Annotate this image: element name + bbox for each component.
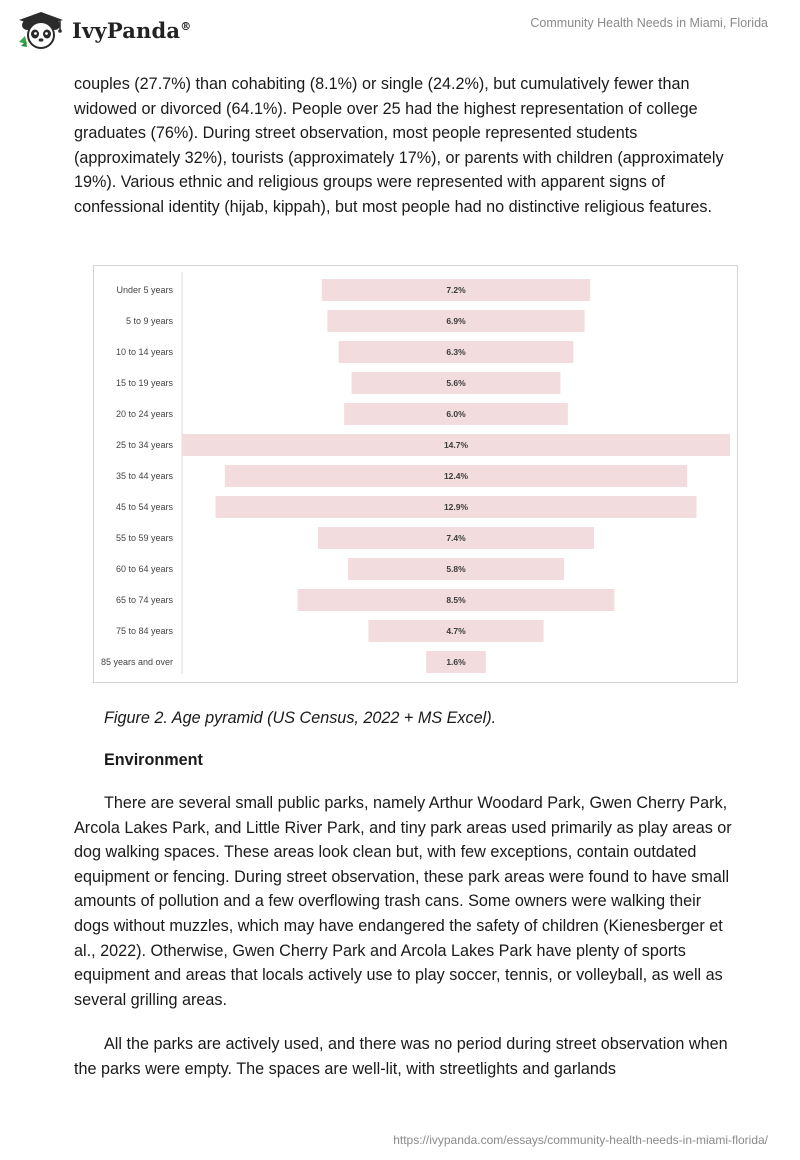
bar-value-label: 7.2% — [446, 285, 466, 295]
category-label: 45 to 54 years — [115, 502, 173, 512]
category-label: 5 to 9 years — [125, 316, 173, 326]
category-label: 55 to 59 years — [115, 533, 173, 543]
page-header — [0, 0, 800, 60]
intro-paragraph: couples (27.7%) than cohabiting (8.1%) or single (24.2%), but cumulatively fewer than widowed or divorced (64.1%). People over 25 had the highest representation of college graduates (76%). During street observation, most people represented students (approximately 32%), tourists (approximately 17%), or parents with children (approximately 19%). Various ethnic and religious groups were represented with apparent signs of confessional identity (hijab, kippah), but most people had no distinctive religious features. — [74, 75, 724, 216]
category-label: 15 to 19 years — [115, 378, 173, 388]
section-heading: Environment — [104, 751, 203, 769]
category-label: 35 to 44 years — [115, 471, 173, 481]
trademark-symbol: ® — [180, 19, 192, 33]
bar-value-label: 5.8% — [446, 564, 466, 574]
bar-value-label: 12.4% — [443, 471, 469, 481]
bar-value-label: 8.5% — [446, 595, 466, 605]
bar-value-label: 4.7% — [446, 626, 466, 636]
brand-name: IvyPanda® — [72, 17, 192, 43]
document-title: Community Health Needs in Miami, Florida — [530, 16, 768, 30]
category-label: 65 to 74 years — [115, 595, 173, 605]
category-label: 85 years and over — [100, 657, 173, 667]
category-label: 75 to 84 years — [115, 626, 173, 636]
age-pyramid-svg — [94, 266, 739, 684]
category-label: Under 5 years — [116, 285, 173, 295]
age-pyramid-chart — [93, 265, 738, 683]
category-label: 60 to 64 years — [115, 564, 173, 574]
category-label: 20 to 24 years — [115, 409, 173, 419]
bar-value-label: 12.9% — [443, 502, 469, 512]
category-label: 25 to 34 years — [115, 440, 173, 450]
source-url-link[interactable]: https://ivypanda.com/essays/community-health-needs-in-miami-florida/ — [393, 1133, 768, 1147]
environment-paragraph-1: There are several small public parks, namely Arthur Woodard Park, Gwen Cherry Park, Arcola Lakes Park, and Little River Park, and tiny park areas used primarily as play areas or dog walking spaces. These areas look clean but, with few exceptions, contain outdated equipment or fencing. During street observation, these park areas were found to have small amounts of pollution and a few overflowing trash cans. Some owners were walking their dogs without muzzles, which may have endangered the safety of children (Kienesberger et al., 2022). Otherwise, Gwen Cherry Park and Arcola Lakes Park have plenty of sports equipment and areas that locals actively use to play soccer, tennis, or volleyball, as well as several grilling areas. — [74, 794, 732, 1009]
bar-value-label: 14.7% — [443, 440, 469, 450]
bar-value-label: 7.4% — [446, 533, 466, 543]
bar-value-label: 1.6% — [446, 657, 466, 667]
panda-graduate-icon — [16, 10, 66, 50]
bar-value-label: 6.0% — [446, 409, 466, 419]
category-label: 10 to 14 years — [115, 347, 173, 357]
figure-caption: Figure 2. Age pyramid (US Census, 2022 + MS Excel). — [104, 709, 497, 727]
bar-value-label: 5.6% — [446, 378, 466, 388]
environment-paragraph-2: All the parks are actively used, and there was no period during street observation when the parks were empty. The spaces are well-lit, with streetlights and garlands — [74, 1035, 728, 1078]
bar-value-label: 6.9% — [446, 316, 466, 326]
ivypanda-logo[interactable] — [16, 10, 191, 50]
bar-value-label: 6.3% — [446, 347, 466, 357]
